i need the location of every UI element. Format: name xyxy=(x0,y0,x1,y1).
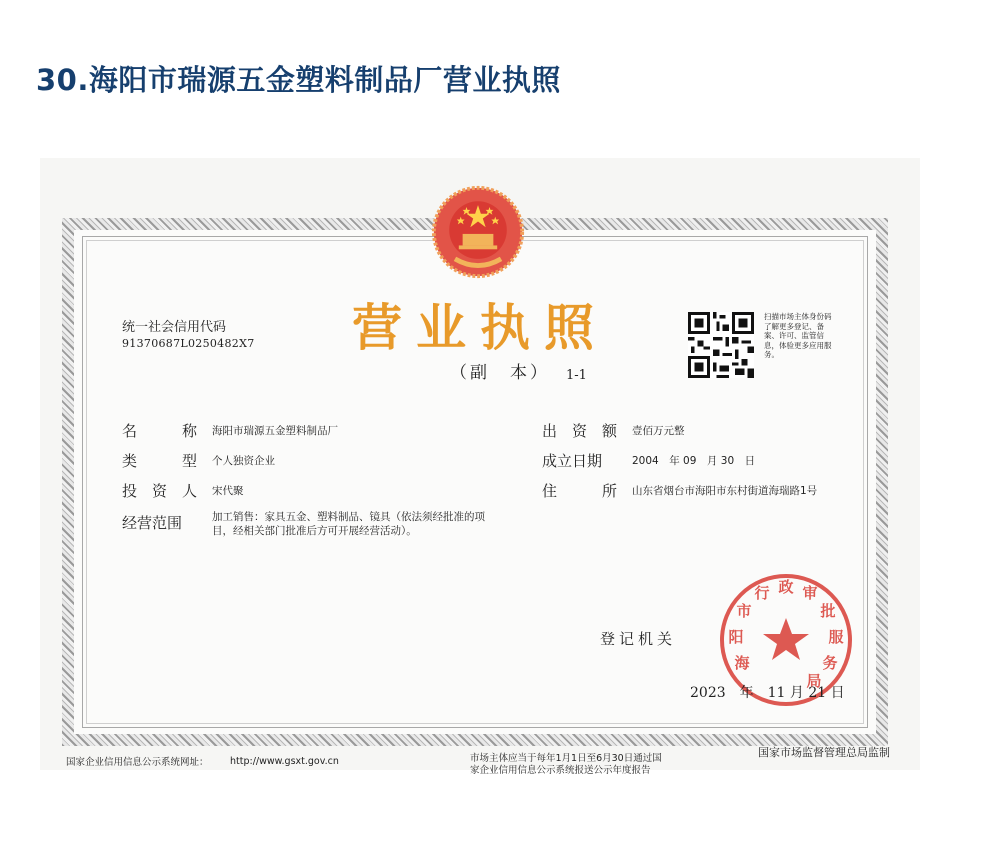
registrar-label: 登记机关 xyxy=(600,630,677,648)
svg-text:批: 批 xyxy=(820,602,836,620)
page-title: 30.海阳市瑞源五金塑料制品厂营业执照 xyxy=(36,63,561,97)
name-value: 海阳市瑞源五金塑料制品厂 xyxy=(212,425,338,437)
footer-url-label: 国家企业信用信息公示系统网址： xyxy=(66,757,209,768)
address-label: 住 所 xyxy=(542,482,618,500)
capital-label: 出 资 额 xyxy=(542,422,618,440)
national-emblem-icon xyxy=(430,184,526,280)
investor-value: 宋代聚 xyxy=(212,485,244,497)
established-date-value: 2004 年 09 月 30 日 xyxy=(632,455,756,467)
svg-text:行: 行 xyxy=(754,584,770,602)
type-label: 类 型 xyxy=(122,452,198,470)
qr-code-icon xyxy=(688,312,754,378)
license-subtitle: （副 本） xyxy=(450,363,550,383)
license-title: 营业执照 xyxy=(352,298,608,357)
business-scope-label: 经营范围 xyxy=(122,514,183,532)
footer-url: http://www.gsxt.gov.cn xyxy=(230,756,339,767)
copy-number: 1-1 xyxy=(566,368,587,383)
address-value: 山东省烟台市海阳市东村街道海瑞路1号 xyxy=(632,485,818,497)
svg-text:海: 海 xyxy=(734,654,750,672)
svg-text:审: 审 xyxy=(802,584,818,602)
svg-text:阳: 阳 xyxy=(728,628,744,646)
business-scope-value: 加工销售：家具五金、塑料制品、镜具（依法须经批准的项目，经相关部门批准后方可开展经营活动）。 xyxy=(212,511,485,537)
svg-text:市: 市 xyxy=(736,602,752,620)
type-value: 个人独资企业 xyxy=(212,455,275,467)
svg-text:局: 局 xyxy=(806,672,822,690)
credit-code-label: 统一社会信用代码 xyxy=(122,320,227,335)
qr-note: 扫描市场主体身份码了解更多登记、备案、许可、监管信息，体验更多应用服务。 xyxy=(764,312,832,359)
issue-date: 2023 年 11 月 21 日 xyxy=(690,685,845,701)
footer-notice-1: 市场主体应当于每年1月1日至6月30日通过国 xyxy=(470,753,662,764)
capital-value: 壹佰万元整 xyxy=(632,425,685,437)
footer-issuer: 国家市场监督管理总局监制 xyxy=(758,746,890,759)
footer-notice-2: 家企业信用信息公示系统报送公示年度报告 xyxy=(470,765,651,776)
svg-text:政: 政 xyxy=(778,578,794,596)
name-label: 名 称 xyxy=(122,422,198,440)
credit-code: 91370687L0250482X7 xyxy=(122,337,255,350)
svg-text:务: 务 xyxy=(822,654,838,672)
svg-text:服: 服 xyxy=(828,628,844,646)
established-date-label: 成立日期 xyxy=(542,452,603,470)
investor-label: 投 资 人 xyxy=(122,482,198,500)
